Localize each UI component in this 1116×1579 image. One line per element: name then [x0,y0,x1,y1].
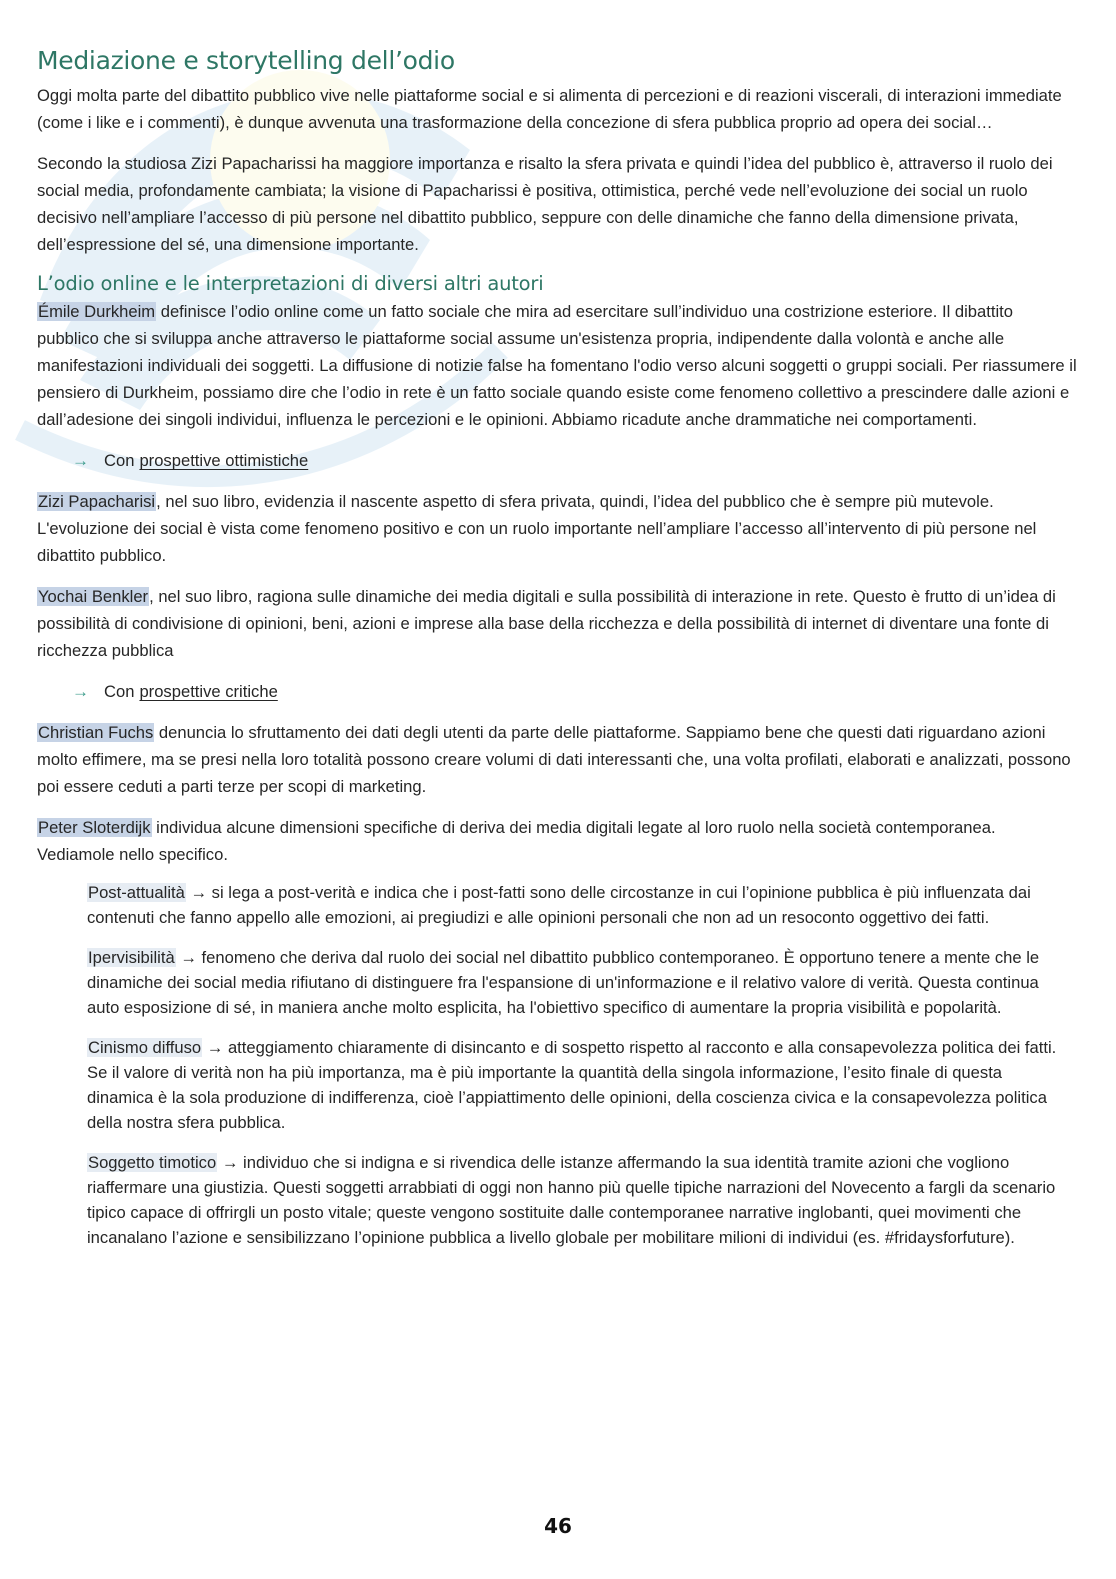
definition-item [87,1150,1077,1250]
definition-term: Post-attualità [88,883,185,902]
author-highlight: Peter Sloterdijk [38,818,151,837]
paragraph-fuchs [37,719,1077,800]
author-highlight: Émile Durkheim [38,302,156,321]
definition-item [87,880,1077,930]
paragraph-sloterdijk [37,814,1077,868]
perspective-label: prospettive critiche [139,682,278,701]
critical-perspectives-line [37,678,1077,705]
paragraph: Oggi molta parte del dibattito pubblico vive nelle piattaforme social e si alimenta di percezioni e di reazioni viscerali, di interazioni immediate (come i like e i commenti), è dunque avvenuta una trasformazione della concezione di sfera pubblica proprio ad opera dei social… [37,86,1062,132]
definition-item [87,945,1077,1020]
perspective-label: prospettive ottimistiche [139,451,309,470]
section-subtitle: L’odio online e le interpretazioni di diversi altri autori [37,272,544,295]
definition-text: → fenomeno che deriva dal ruolo dei social nel dibattito pubblico contemporaneo. È opportuno tenere a mente che le dinamiche dei social media rifiutano di distinguere fra l'espansione di un'informazione e il relativo valore di verità. Questa continua auto esposizione di sé, in maniera anche molto esplicita, ha l'obiettivo specifico di aumentare la propria visibilità e popolarità. [87,948,1040,1017]
paragraph-text: , nel suo libro, evidenzia il nascente aspetto di sfera privata, quindi, l’idea del pubblico che è sempre più mutevole. L'evoluzione dei social è vista come fenomeno positivo e con un ruolo importante nell’ampliare l’accesso all’intervento di più persone nel dibattito pubblico. [37,492,1037,565]
arrow-right-icon: → [72,682,89,701]
author-highlight: Christian Fuchs [38,723,154,742]
paragraph-papacharisi [37,488,1077,569]
author-highlight: Yochai Benkler [38,587,149,606]
paragraph-benkler [37,583,1077,664]
paragraph-durkheim [37,298,1077,433]
optimistic-perspectives-line [37,447,1077,474]
arrow-right-icon: → [72,451,89,470]
paragraph-text: denuncia lo sfruttamento dei dati degli utenti da parte delle piattaforme. Sappiamo bene che questi dati riguardano azioni molto effimere, ma se presi nella loro totalità possono creare volumi di dati interessanti che, una volta profilati, elaborati e analizzati, possono poi essere ceduti a parti terze per scopi di marketing. [37,723,1071,796]
perspective-lead: Con [104,682,135,701]
definition-term: Ipervisibilità [88,948,175,967]
definition-term: Cinismo diffuso [88,1038,202,1057]
section-title: Mediazione e storytelling dell’odio [37,46,455,75]
definition-text: → si lega a post-verità e indica che i post-fatti sono delle circostanze in cui l’opinione pubblica è più influenzata dai contenuti che fanno appello alle emozioni, ai pregiudizi e alle opinioni personali che non ad un resoconto oggettivo dei fatti. [87,883,1031,927]
definition-term: Soggetto timotico [88,1153,217,1172]
definition-item [87,1035,1077,1135]
paragraph-text: , nel suo libro, ragiona sulle dinamiche dei media digitali e sulla possibilità di interazione in rete. Questo è frutto di un’idea di possibilità di condivisione di opinioni, beni, azioni e imprese alla base della ricchezza e della possibilità di internet di diventare una fonte di ricchezza pubblica [37,587,1056,660]
perspective-lead: Con [104,451,135,470]
author-highlight: Zizi Papacharisi [38,492,156,511]
definition-text: → individuo che si indigna e si rivendica delle istanze affermando la sua identità tramite azioni che vogliono riaffermare una giustizia. Questi soggetti arrabbiati di oggi non hanno più quelle tipiche narrazioni del Novecento a fargli da scenario tipico capace di offrirgli un posto vitale; queste vengono sostituite dalle contemporanee narrative inglobanti, quei movimenti che incanalano l’azione e sensibilizzano l’opinione pubblica a livello globale per mobilitare milioni di individui (es. #fridaysforfuture). [87,1153,1056,1247]
paragraph: Secondo la studiosa Zizi Papacharissi ha maggiore importanza e risalto la sfera privata e quindi l’idea del pubblico è, attraverso il ruolo dei social media, profondamente cambiata; la visione di Papacharissi è positiva, ottimistica, perché vede nell’evoluzione dei social un ruolo decisivo nell’ampliare l’accesso di più persone nel dibattito pubblico, seppure con delle dinamiche che fanno della dimensione privata, dell’espressione del sé, una dimensione importante. [37,154,1053,254]
paragraph-text: individua alcune dimensioni specifiche di deriva dei media digitali legate al loro ruolo nella società contemporanea. Vediamole nello specifico. [37,818,996,864]
page-number: 46 [544,1514,572,1538]
paragraph-text: definisce l’odio online come un fatto sociale che mira ad esercitare sull’individuo una costrizione esteriore. Il dibattito pubblico che si sviluppa anche attraverso le piattaforme social assume un'esistenza propria, indipendente dalla volontà e anche alle manifestazioni individuali dei soggetti. La diffusione di notizie false ha fomentano l'odio verso alcuni soggetti o gruppi sociali. Per riassumere il pensiero di Durkheim, possiamo dire che l’odio in rete è un fatto sociale quando esiste come fenomeno collettivo a prescindere dalle azioni e dall’adesione dei singoli individui, influenza le percezioni e le opinioni. Abbiamo ricadute anche drammatiche nei comportamenti. [37,302,1077,429]
document-body [37,44,1077,1265]
definition-text: → atteggiamento chiaramente di disincanto e di sospetto rispetto al racconto e alla consapevolezza politica dei fatti. Se il valore di verità non ha più importanza, ma è più importante la quantità della singola informazione, l’esito finale di questa dinamica è la sola produzione di indifferenza, cioè l’appiattimento delle opinioni, della coscienza civica e la consapevolezza politica della nostra sfera pubblica. [87,1038,1057,1132]
